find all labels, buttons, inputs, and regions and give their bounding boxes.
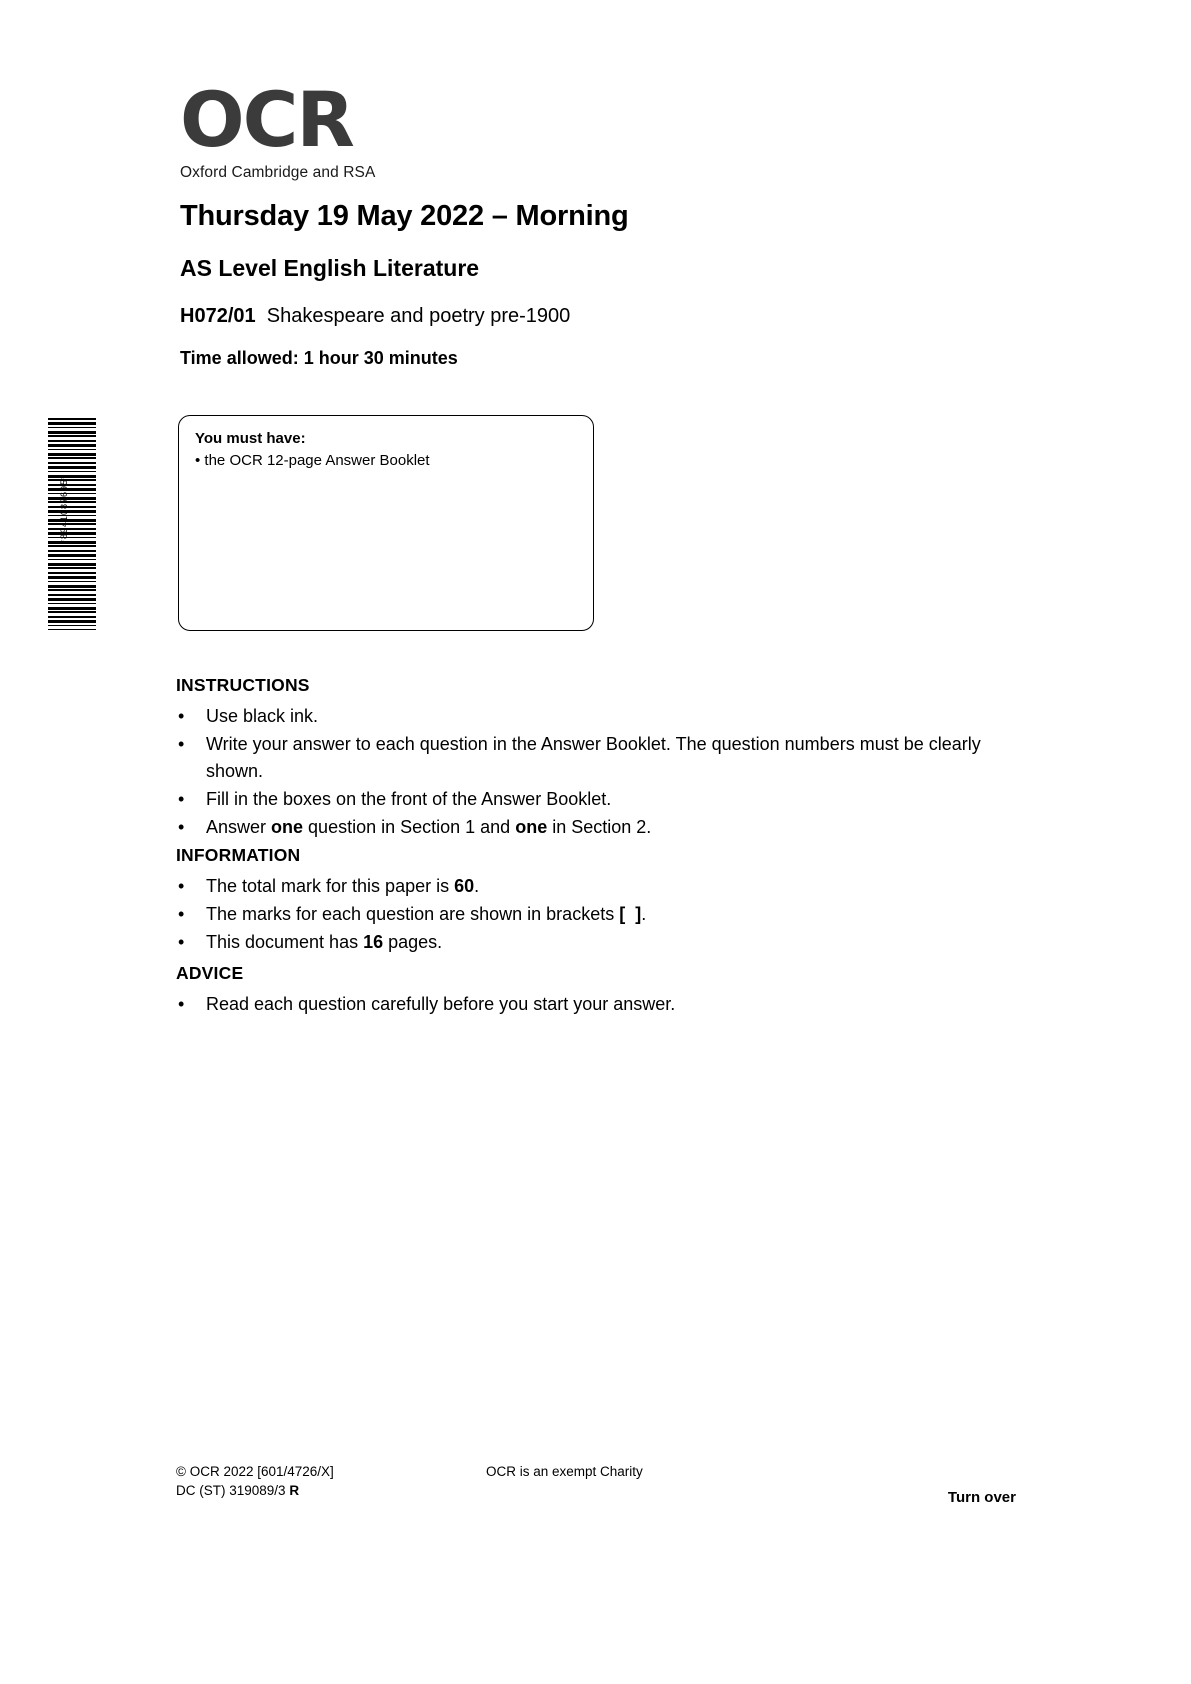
- turn-over-label: Turn over: [947, 1489, 1016, 1506]
- list-item: [176, 731, 1016, 785]
- bullet-icon: •: [178, 734, 185, 754]
- unit-code: H072/01: [180, 305, 256, 327]
- footer-left: [176, 1462, 334, 1500]
- bullet-icon: •: [178, 904, 185, 924]
- advice-item-1: Read each question carefully before you start your answer.: [206, 994, 676, 1014]
- list-item: [176, 901, 1016, 928]
- you-must-have-item: • the OCR 12-page Answer Booklet: [195, 452, 430, 469]
- instructions-item-4: Answer one question in Section 1 and one in Section 2.: [206, 817, 652, 837]
- bullet-icon: •: [178, 932, 185, 952]
- list-item: [176, 786, 1016, 813]
- unit-title: Shakespeare and poetry pre-1900: [266, 305, 571, 327]
- barcode-stripes: [48, 418, 96, 630]
- list-item: [176, 703, 1016, 730]
- you-must-have-box: [178, 415, 594, 631]
- advice-title: ADVICE: [176, 963, 244, 983]
- charity-statement: OCR is an exempt Charity: [486, 1464, 643, 1479]
- exam-date: Thursday 19 May 2022 – Morning: [180, 200, 629, 232]
- bullet-icon: •: [178, 876, 185, 896]
- instructions-item-1: Use black ink.: [206, 706, 319, 726]
- instructions-title: INSTRUCTIONS: [176, 675, 310, 695]
- instructions-section: [176, 675, 1016, 842]
- information-item-3: This document has 16 pages.: [206, 932, 443, 952]
- copyright-line: © OCR 2022 [601/4726/X]: [176, 1464, 334, 1479]
- ocr-logo-strapline: Oxford Cambridge and RSA: [180, 164, 376, 181]
- ocr-logo: [180, 75, 440, 182]
- list-item: [176, 991, 1016, 1018]
- list-item: [176, 873, 1016, 900]
- information-item-1: The total mark for this paper is 60.: [206, 876, 480, 896]
- bullet-icon: •: [178, 994, 185, 1014]
- bullet-icon: •: [178, 817, 185, 837]
- barcode-number: *8941087695*: [59, 474, 69, 544]
- information-item-2: The marks for each question are shown in brackets [ ].: [206, 904, 647, 924]
- unit-line: [180, 305, 570, 328]
- list-item: [176, 929, 1016, 956]
- list-item: [176, 814, 1016, 841]
- instructions-item-3: Fill in the boxes on the front of the Answer Booklet.: [206, 789, 612, 809]
- document-code: DC (ST) 319089/3 R: [176, 1483, 300, 1498]
- advice-section: [176, 963, 1016, 1019]
- time-allowed: Time allowed: 1 hour 30 minutes: [180, 348, 458, 368]
- information-title: INFORMATION: [176, 845, 301, 865]
- you-must-have-title: You must have:: [195, 430, 306, 447]
- ocr-logo-mark: OCR: [180, 75, 353, 164]
- instructions-item-2: Write your answer to each question in the Answer Booklet. The question numbers must be clearly shown.: [206, 734, 981, 781]
- bullet-icon: •: [178, 789, 185, 809]
- information-section: [176, 845, 1016, 957]
- qualification-title: AS Level English Literature: [180, 255, 480, 281]
- barcode: [38, 418, 96, 630]
- bullet-icon: •: [178, 706, 185, 726]
